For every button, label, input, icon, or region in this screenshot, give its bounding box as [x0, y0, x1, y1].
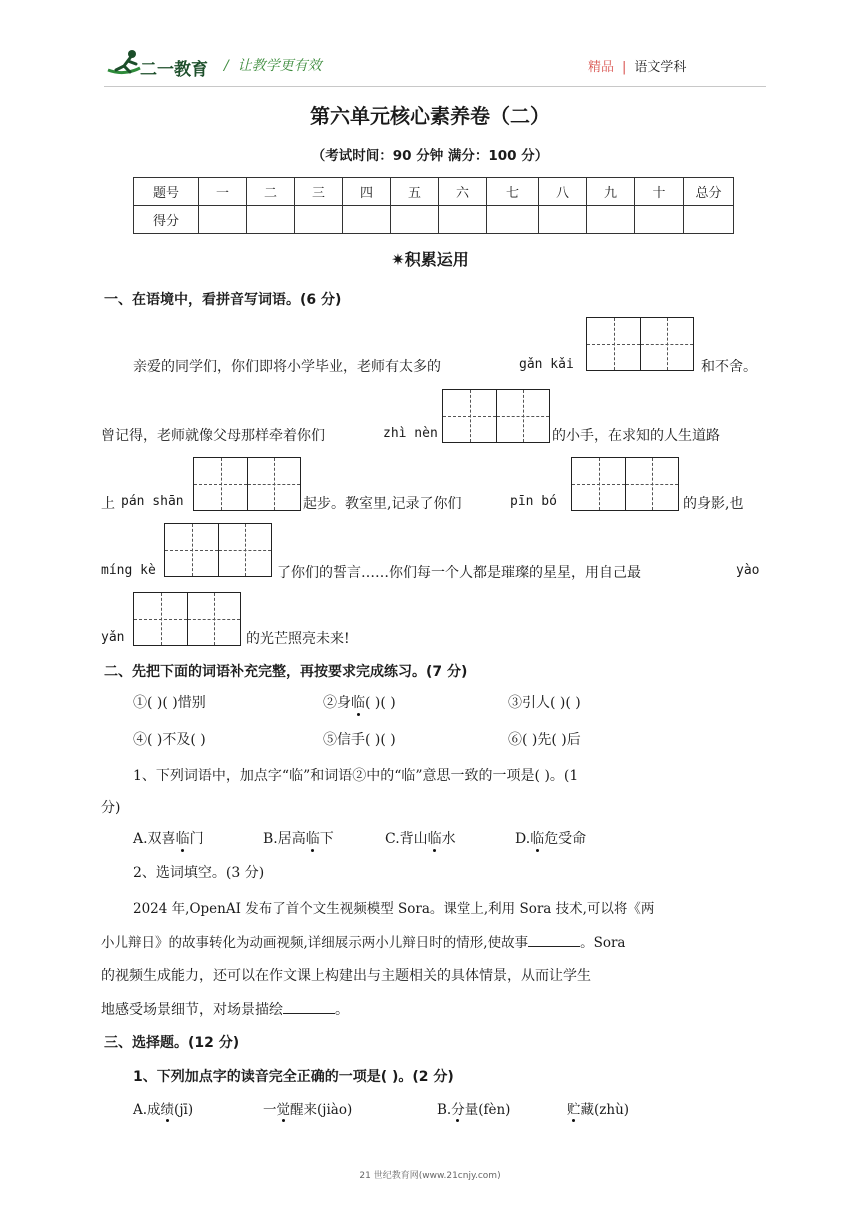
score-cell[interactable] [487, 206, 539, 234]
header-separator: | [622, 60, 627, 75]
exam-info: （考试时间：90 分钟 满分：100 分） [311, 148, 549, 164]
fill-blank[interactable] [283, 1013, 335, 1014]
score-table-header-row [134, 178, 734, 206]
question-3-heading: 三、选择题。(12 分) [104, 1035, 240, 1051]
score-cell[interactable] [247, 206, 295, 234]
q1-pinyin-3: pán shān [121, 494, 184, 509]
q1-answer-grid-6[interactable] [133, 592, 241, 646]
score-cell[interactable] [391, 206, 439, 234]
score-cell[interactable] [343, 206, 391, 234]
slogan-text: 让教学更有效 [237, 58, 322, 74]
header-divider [104, 86, 766, 87]
q1-answer-grid-5[interactable] [164, 523, 272, 577]
q2-item-5: ⑤信手( )( ) [323, 732, 396, 748]
q3-option-a2: 一觉醒来(jiào) [263, 1098, 352, 1118]
q1-text-8: 了你们的誓言……你们每一个人都是璀璨的星星，用自己最 [277, 565, 641, 581]
score-header-cell: 十 [635, 178, 684, 206]
q2-passage-line-4: 地感受场景细节，对场景描绘 。 [101, 1002, 349, 1018]
subject-label: 语文学科 [634, 60, 687, 75]
q3-option-b1: B.分量(fèn) [437, 1098, 510, 1118]
q1-text-9: 的光芒照亮未来! [246, 631, 350, 647]
q2-option-b[interactable]: B.居高临下 [263, 828, 334, 848]
q1-text-6: 起步。教室里,记录了你们 [303, 496, 462, 512]
score-header-cell: 八 [539, 178, 587, 206]
q1-text-1: 亲爱的同学们，你们即将小学毕业，老师有太多的 [133, 359, 441, 375]
q1-pinyin-4: pīn bó [510, 494, 557, 509]
header-right [588, 56, 686, 75]
question-2-heading: 二、先把下面的词语补充完整，再按要求完成练习。(7 分) [104, 664, 468, 680]
score-cell[interactable] [539, 206, 587, 234]
q2-sub1-text-cont: 分) [101, 800, 121, 816]
score-header-cell: 二 [247, 178, 295, 206]
score-header-cell: 一 [199, 178, 247, 206]
page-title: 第六单元核心素养卷（二） [310, 104, 550, 128]
score-header-cell: 题号 [134, 178, 199, 206]
q2-option-c[interactable]: C.背山临水 [385, 828, 456, 848]
q1-pinyin-6b: yǎn [101, 630, 125, 645]
q2-sub2-text: 2、选词填空。(3 分) [133, 865, 265, 881]
score-table-score-row [134, 206, 734, 234]
question-1-heading: 一、在语境中，看拼音写词语。(6 分) [104, 292, 342, 308]
score-cell[interactable] [684, 206, 734, 234]
q3-sub1-text: 1、下列加点字的读音完全正确的一项是( )。(2 分) [133, 1069, 454, 1085]
score-cell[interactable] [587, 206, 635, 234]
quality-label: 精品 [588, 60, 615, 75]
score-header-cell: 七 [487, 178, 539, 206]
score-cell[interactable] [295, 206, 343, 234]
q1-pinyin-6a: yào [736, 563, 760, 578]
section-heading: ✷积累运用 [391, 250, 469, 269]
q2-item-1: ①( )( )惜别 [133, 695, 206, 711]
score-header-cell: 总分 [684, 178, 734, 206]
q2-passage-line-2: 小儿辩日》的故事转化为动画视频,详细展示两小儿辩日时的情形,使故事 。Sora [101, 935, 626, 951]
footer: 21 世纪教育网(www.21cnjy.com) [359, 1171, 501, 1181]
q2-item-2: ②身临( )( ) [323, 692, 396, 712]
q3-option-a1: A.成绩(jī) [133, 1098, 193, 1118]
score-table [133, 177, 734, 234]
q1-text-5: 上 [101, 496, 115, 512]
q1-answer-grid-2[interactable] [442, 389, 550, 443]
score-header-cell: 三 [295, 178, 343, 206]
score-row-label: 得分 [134, 206, 199, 234]
q2-sub1-text: 1、下列词语中，加点字“临”和词语②中的“临”意思一致的一项是( )。(1 [133, 768, 579, 784]
score-header-cell: 九 [587, 178, 635, 206]
q2-item-6: ⑥( )先( )后 [508, 732, 581, 748]
q1-answer-grid-3[interactable] [193, 457, 301, 511]
q1-text-3: 曾记得，老师就像父母那样牵着你们 [101, 428, 325, 444]
q1-text-7: 的身影,也 [683, 496, 744, 512]
score-header-cell: 五 [391, 178, 439, 206]
q1-pinyin-2: zhì nèn [383, 426, 438, 441]
q1-answer-grid-1[interactable] [586, 317, 694, 371]
q1-text-4: 的小手，在求知的人生道路 [552, 428, 720, 444]
score-cell[interactable] [439, 206, 487, 234]
score-cell[interactable] [199, 206, 247, 234]
score-cell[interactable] [635, 206, 684, 234]
q3-option-b2: 贮藏(zhù) [567, 1098, 629, 1118]
score-header-cell: 六 [439, 178, 487, 206]
q2-item-4: ④( )不及( ) [133, 732, 206, 748]
q2-passage-line-1: 2024 年,OpenAI 发布了首个文生视频模型 Sora。课堂上,利用 Sora 技术,可以将《两 [133, 901, 655, 917]
q2-option-a[interactable]: A.双喜临门 [133, 828, 204, 848]
score-header-cell: 四 [343, 178, 391, 206]
q1-pinyin-1: gǎn kǎi [519, 357, 574, 372]
q2-item-3: ③引人( )( ) [508, 695, 581, 711]
q1-pinyin-5: míng kè [101, 563, 156, 578]
slogan-separator: / [224, 58, 229, 74]
emphasis-dot-char: 临 [351, 692, 365, 712]
q1-answer-grid-4[interactable] [571, 457, 679, 511]
slogan [224, 55, 322, 75]
q2-option-d[interactable]: D.临危受命 [515, 828, 586, 848]
q1-text-2: 和不舍。 [701, 359, 757, 375]
fill-blank[interactable] [528, 946, 580, 947]
logo-text: 二一教育 [140, 60, 208, 80]
q2-passage-line-3: 的视频生成能力，还可以在作文课上构建出与主题相关的具体情景，从而让学生 [101, 968, 591, 984]
